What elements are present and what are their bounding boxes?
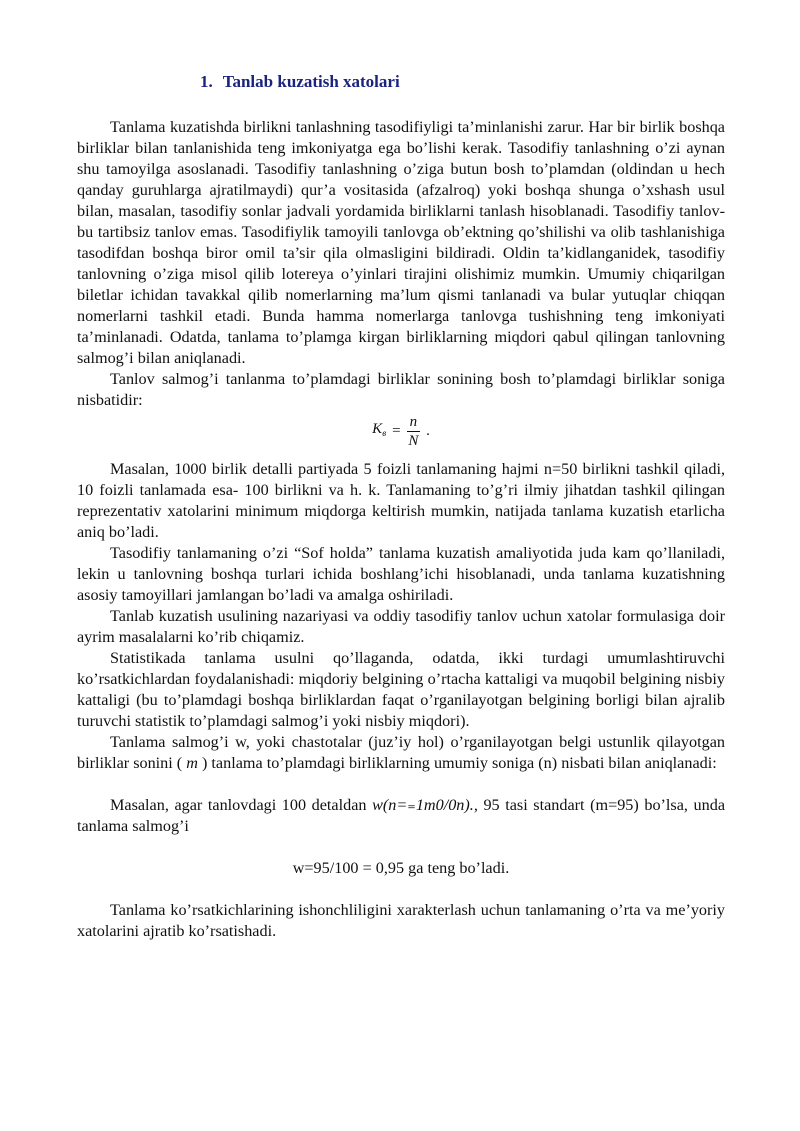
- paragraph-8-part-a: Masalan, agar tanlovdagi 100 detaldan: [110, 796, 373, 814]
- spacer: [77, 774, 725, 795]
- formula-denominator: N: [408, 433, 419, 449]
- formula-tail: .: [426, 423, 430, 439]
- paragraph-8-part-b: 95 tasi standart (m=95) bo’lsa, unda tanlama salmog’i: [77, 796, 726, 835]
- formula-lhs-subscript: в: [382, 428, 387, 438]
- spacer: [77, 879, 725, 900]
- formula-lhs: K: [372, 421, 383, 437]
- paragraph-7-part-a: Tanlama salmog’i w, yoki chastotalar (juz’iy hol) o’rganilayotgan belgi ustunlik qilayotgan birliklar sonini (: [77, 733, 725, 772]
- formula-equals: =: [392, 423, 401, 439]
- section-title: Tanlab kuzatish xatolari: [222, 72, 400, 91]
- body-text: [77, 117, 725, 942]
- section-heading: [200, 72, 400, 92]
- paragraph-9: w=95/100 = 0,95 ga teng bo’ladi.: [292, 859, 510, 877]
- paragraph-7: [77, 732, 725, 774]
- paragraph-3: Masalan, 1000 birlik detalli partiyada 5 foizli tanlamaning hajmi n=50 birlikni tashkil qiladi, 10 foizli tanlamada esa- 100 birlikni va h. k. Tanlamaning to’g’ri ilmiy jihatdan tashkil qilingan reprezentativ xatolarini minimum miqdorga keltirish mumkin, natijada tanlama kuzatish etarlicha aniq bo’ladi.: [77, 460, 725, 541]
- section-number: 1.: [200, 72, 213, 91]
- spacer: [77, 837, 725, 858]
- paragraph-1: Tanlama kuzatishda birlikni tanlashning tasodifiyligi ta’minlanishi zarur. Har bir birlik boshqa birliklar bilan tanlanishida teng imkoniyatga ega bo’lishi kerak. Tasodifiy tanlashning o’zi aynan shu tamoyilga asoslanadi. Tasodifiy tanlashning o’ziga butun bosh to’plamdan (oldindan u hech qanday guruhlarga ajratilmaydi) qur’a vositasida (afzalroq) yoki boshqa shunga o’xshash usul bilan, masalan, tasodifiy sonlar jadvali yordamida birliklarni tanlash hisoblanadi. Tasodifiy tanlov- bu tartibsiz tanlov emas. Tasodifiylik tamoyili tanlovga ob’ektning qo’shilishi va olib tashlanishiga tasodifdan boshqa biror omil ta’sir qila olmasligini bildiradi. Oldin ta’kidlanganidek, tasodifiy tanlovning o’ziga misol qilib lotereya o’yinlari tirajini olishimiz mumkin. Umumiy chiqarilgan biletlar ichidan tavakkal qilib nomerlarning ma’lum qismi tanlanadi va bular yutuqlar chiqqan nomerlarni tashkil etadi. Bunda hamma nomerlarga tanlovga tushishning teng imkoniyati ta’minlanadi. Odatda, tanlama to’plamga kirgan birliklarning miqdori qabul qilingan tanlovning salmog’i bilan aniqlanadi.: [77, 118, 725, 367]
- paragraph-6: Statistikada tanlama usulni qo’llaganda, odatda, ikki turdagi umumlashtiruvchi ko’rsatkichlardan foydalanishadi: miqdoriy belgining o’rtacha kattaligi va muqobil belgining nisbiy kattaligi (bu to’plamdagi boshqa birliklardan faqat o’rganilayotgan belgining borligi bilan ajralib turuvchi statistik to’plamdagi salmog’i yoki nisbiy miqdori).: [77, 649, 725, 730]
- paragraph-10: Tanlama ko’rsatkichlarining ishonchliligini xarakterlash uchun tanlamaning o’rta va me’yoriy xatolarini ajratib ko’rsatishadi.: [77, 901, 725, 940]
- paragraph-8: [77, 795, 725, 837]
- paragraph-7-m: m: [186, 754, 198, 772]
- sampling-ratio-formula: [77, 413, 725, 453]
- formula-numerator: n: [407, 413, 421, 432]
- paragraph-8-formula: w(n=₌1m0/0n).,: [372, 796, 484, 814]
- paragraph-5: Tanlab kuzatish usulining nazariyasi va oddiy tasodifiy tanlov uchun xatolar formulasiga doir ayrim masalalarni ko’rib chiqamiz.: [77, 607, 725, 646]
- paragraph-4: Tasodifiy tanlamaning o’zi “Sof holda” tanlama kuzatish amaliyotida juda kam qo’llaniladi, lekin u tanlovning boshqa turlari ichida boshlang’ichi hisoblanadi, unda tanlama kuzatishning asosiy tamoyillari jamlangan bo’ladi va amalga oshiriladi.: [77, 544, 725, 604]
- paragraph-2: Tanlov salmog’i tanlanma to’plamdagi birliklar sonining bosh to’plamdagi birliklar soniga nisbatidir:: [77, 370, 725, 409]
- paragraph-7-part-b: ) tanlama to’plamdagi birliklarning umumiy soniga (n) nisbati bilan aniqlanadi:: [202, 754, 717, 772]
- formula-fraction: [407, 413, 421, 450]
